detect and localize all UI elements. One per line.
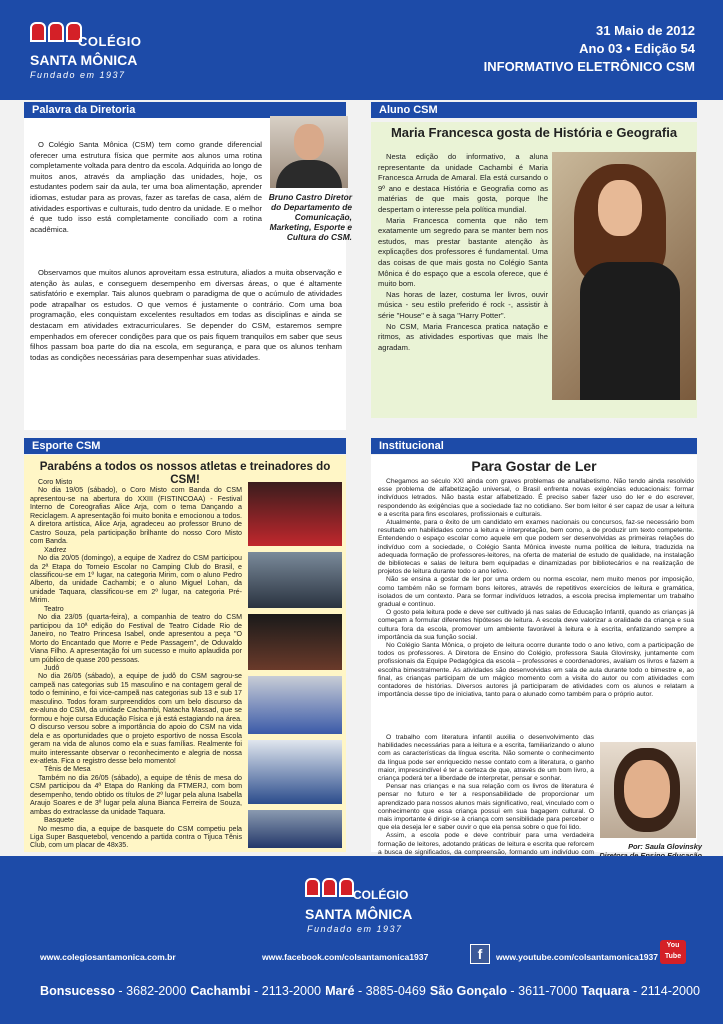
header-info (484, 22, 695, 76)
facebook-icon[interactable]: f (470, 944, 490, 964)
phone-item: São Gonçalo - 3611-7000 (429, 984, 578, 998)
section-title-diretoria: Palavra da Diretoria (24, 102, 346, 118)
unit-phones (40, 984, 700, 998)
esporte-paragraph-coro: No dia 19/05 (sábado), o Coro Misto com Banda do CSM apresentou-se na abertura do XXIII (FISTINCOAA) - Festival Interno de Coreografias Alice Arja, com o tema Dançando a Reciclagem. A apresentação foi muito bonita e emocionou a todos. A diretora artística, Alice Arja, agradeceu ao professor Bruno de Castro Souza, pela participação brilhante do nosso Coro Misto com Banda. (30, 486, 242, 546)
diretoria-paragraph-2: Observamos que muitos alunos aproveitam essa estrutura, aliados a muita observação e atenção às aulas, e conseguem desempenho em diversas áreas, o que é altamente satisfatório e exemplar. Tais alunos quebram o paradigma de que o acúmulo de atividades pode atrapalhar os estudos. O que vemos é justamente o contrário. Com uma boa programação, eles conquistam excelentes resultados em todas as disciplinas e ainda se destacam em atividades extracurriculares. Se depender do CSM, estaremos sempre empenhados em oferecer condições para que os pais fiquem tranquilos em saber que seus filhos passam boa parte do dia na escola, em segurança, e para que os alunos tenham todas as condições necessárias para desempenhar suas atividades. (30, 268, 342, 362)
esporte-heading-coro: Coro Misto (38, 478, 73, 486)
esporte-heading-tenis: Tênis de Mesa (44, 765, 91, 774)
aluno-headline: Maria Francesca gosta de História e Geografia (390, 125, 678, 140)
institucional-paragraph-8: Assim, a escola pode e deve contribuir para uma verdadeira formação de leitores, adotando práticas de leitura e escrita que reforcem a busca de significados, da compreensão, formando um indivíduo com (378, 832, 594, 856)
institucional-text-bottom (378, 734, 594, 873)
publication-title: INFORMATIVO ELETRÔNICO CSM (483, 59, 695, 74)
institucional-paragraph-7: Pensar nas crianças e na sua relação com os livros de literatura é pensar no futuro e ter a responsabilidade de proporcionar um aprendizado para nossos alunos mais significativo, real, vinculado com o conhecimento que essa criança possui em sua bagagem cultural. O mais importante é dirigir-se à criança com sensibilidade para perceber o que ela deseja ler e saber ouvir o que ela pensa sobre o que foi lido. (378, 783, 594, 832)
esporte-paragraph-basquete: No mesmo dia, a equipe de basquete do CSM competiu pela Liga Super Basquetebol, vencendo a partida contra o Tijuca Tênis Club, com um placar de 48x35. (30, 824, 242, 850)
aluno-paragraph-1: Nesta edição do informativo, a aluna representante da unidade Cachambi é Maria Francesca Arruda de Amaral. Ela está cursando o 9º ano e destaca História e Geografia como as matérias de que mais gosta, porque lhe despertam o interesse pela política mundial. (378, 152, 548, 214)
esporte-paragraph-judo: No dia 26/05 (sábado), a equipe de judô do CSM sagrou-se campeã nas categorias sub 15 masculino e na contagem geral de todo o feminino, e foi vice-campeã nas categorias sub 13 e sub 17 masculino. Todos foram surpreendidos com um belo discurso da ex-aluna do CSM, da unidade Cachambi, Natacha Massad, que se formou e hoje cursa Educação Física e já está estagiando na área. O discurso versou sobre a importância do apoio do CSM na vida dela e as oportunidades que o projeto esportivo de nossa Escola geram na vida de alunos como ela e suas famílias. Realmente foi muito interessante observar o reconhecimento e alegria de nossa ex-atleta. Fica o registro desse belo momento! (30, 672, 242, 765)
youtube-icon-text-top: You (666, 942, 680, 949)
footer-logo-emblem-icon (305, 878, 354, 897)
issue-edition: Ano 03 • Edição 54 (579, 41, 695, 56)
footer-logo-santa-monica: SANTA MÔNICA (305, 906, 413, 922)
section-title-institucional: Institucional (371, 438, 697, 454)
institucional-paragraph-3: Não se ensina a gostar de ler por uma ordem ou norma escolar, nem muito menos por imposição, como também não se formam bons leitores, através de repetitivos exercícios de leitura e gramática, isolados de um contexto. Para se formar indivíduos letrados, a escola precisa implementar um trabalho gradual e contínuo. (378, 576, 694, 609)
institucional-headline: Para Gostar de Ler (471, 458, 597, 474)
phone-item: Cachambi - 2113-2000 (190, 984, 322, 998)
esporte-paragraph-xadrez: No dia 20/05 (domingo), a equipe de Xadrez do CSM participou da 2ª Etapa do Torneio Escolar no Camping Club do Brasil, e classificou-se em 1º lugar, na categoria Mirim, com o aluno Pedro Alberto, da unidade Cachambi; e o aluno Miguel Lohan, da unidade Taquara, classificou-se em 2º lugar, na categoria Pré-Mirim. (30, 554, 242, 605)
esporte-paragraph-teatro: No dia 23/05 (quarta-feira), a companhia de teatro do CSM participou da 10ª edição do Festival de Teatro Cidade Rio de Janeiro, no Teatro Princesa Isabel, onde apresentou a peça "O Morto do Encantado que Morre e Pede Passagem", de Oduvaldo Viana Filho. A apresentação foi um sucesso e muito aplaudida por um público de quase 200 pessoas. (30, 613, 242, 664)
header (0, 0, 723, 100)
youtube-link[interactable]: www.youtube.com/colsantamonica1937 (496, 952, 659, 962)
photo-coro-misto (248, 482, 342, 546)
author-photo (600, 742, 696, 838)
logo-tagline: Fundado em 1937 (30, 70, 126, 80)
footer (0, 856, 723, 1024)
photo-xadrez (248, 552, 342, 608)
youtube-icon[interactable] (660, 940, 686, 964)
phone-item: Maré - 3885-0469 (325, 984, 426, 998)
esporte-paragraph-tenis: Também no dia 26/05 (sábado), a equipe de tênis de mesa do CSM participou da 4ª Etapa do Ranking da FTMERJ, com bom desempenho, tendo obtido os títulos de 2º lugar pela aluna Isabella Araujo Soares e de 3º lugar pela aluna Bianca Ferreira de Souza, ambas do extraclasse da unidade Taquara. (30, 773, 242, 816)
institucional-paragraph-6: O trabalho com literatura infantil auxilia o desenvolvimento das habilidades necessárias para a leitura e a escrita, familiarizando o aluno com as características da língua escrita. Não somente o conhecimento da língua pode ser enriquecido nesse contato com a literatura, o ganho maior, imprescindível é ter a certeza de que, através de um bom livro, a criança poderá ter a liberdade de interpretar, pensar e sonhar. (378, 734, 594, 783)
director-caption: Bruno Castro Diretor do Departamento de Comunicação, Marketing, Esporte e Cultura do CSM. (268, 192, 352, 242)
student-photo (552, 152, 696, 400)
esporte-heading-judo: Judô (44, 663, 60, 672)
esporte-headline: Parabéns a todos os nossos atletas e treinadores do CSM! (39, 460, 331, 486)
photo-judo (248, 676, 342, 734)
diretoria-paragraph-1: O Colégio Santa Mônica (CSM) tem como grande diferencial oferecer uma estrutura física que permite aos alunos uma rotina completamente voltada para dentro da escola. Adquirida ao longo de muitos anos, através da ampliação das unidades, hoje, os estudantes podem sair da aula, ter uma boa alimentação, aprender idiomas, estudar para as provas, fazer as tarefas de casa, além de atividades esportivas e culturais, tudo dentro da unidade. E o melhor é que tudo isso está completamente conciliado com a rotina acadêmica. (30, 140, 262, 234)
section-title-aluno: Aluno CSM (371, 102, 697, 118)
phone-item: Bonsucesso - 3682-2000 (40, 984, 187, 998)
aluno-paragraph-4: No CSM, Maria Francesca pratica natação e ritmos, as atividades esportivas que mais lhe agradam. (378, 321, 548, 352)
photo-tenis-de-mesa (248, 740, 342, 804)
issue-date: 31 Maio de 2012 (596, 23, 695, 38)
logo-text-colegio: COLÉGIO (78, 34, 142, 49)
section-title-esporte: Esporte CSM (24, 438, 346, 454)
esporte-heading-xadrez: Xadrez (44, 545, 67, 554)
aluno-text (378, 152, 548, 353)
institucional-paragraph-1: Chegamos ao século XXI ainda com graves problemas de analfabetismo. Não tendo ainda resolvido esse problema de alfabetização universal, o Brasil enfrenta novas exigências educacionais: formar indivíduos letrados. Não basta estar alfabetizado. É preciso saber fazer uso do ler e do escrever, respondendo às exigências que a sociedade faz no cotidiano. Ser bom leitor é ser capaz de usar a leitura e a escrita para fins escolares, profissionais e culturais. (378, 478, 694, 518)
school-logo[interactable] (26, 20, 154, 80)
facebook-link[interactable]: www.facebook.com/colsantamonica1937 (262, 952, 429, 962)
youtube-icon-text-bottom: Tube (664, 953, 682, 960)
logo-text-santa-monica: SANTA MÔNICA (30, 52, 138, 68)
aluno-paragraph-2: Maria Francesca comenta que não tem exatamente um segredo para se manter bem nos estudos, mas prestar bastante atenção às explicações dos professores é fundamental. Uma das coisas de que mais gosta no Colégio Santa Mônica é do espaço que a escola oferece, que é muito bom. (378, 215, 548, 289)
institucional-text-top (378, 478, 694, 699)
institucional-paragraph-2: Atualmente, para o êxito de um candidato em exames nacionais ou concursos, faz-se necessário bom resultado em habilidades como a leitura e interpretação, bem como, a de produzir um texto competente. Entendendo o espaço escolar como aquele em que podem ser desenvolvidas as primeiras relações do indivíduo com a sociedade, o Colégio Santa Mônica investe numa política de leitura, traduzida na adequada formação de professores-leitores, na oferta de material de estudo de qualidade, na instalação de bibliotecas e salas de leitura bem equipadas e dinamizadas por bibliotecários e na realização de projetos de leitura durante todo o ano letivo. (378, 519, 694, 576)
footer-logo-tagline: Fundado em 1937 (307, 924, 403, 934)
phone-item: Taquara - 2114-2000 (581, 984, 700, 998)
photo-teatro (248, 614, 342, 670)
esporte-heading-basquete: Basquete (44, 816, 74, 825)
aluno-paragraph-3: Nas horas de lazer, costuma ler livros, ouvir música - seu estilo preferido é rock -, assistir à série "House" e à saga "Harry Potter". (378, 289, 548, 320)
institucional-paragraph-4: O gosto pela leitura pode e deve ser cultivado já nas salas de Educação Infantil, quando as crianças já começam a formular diferentes hipóteses de leitura. A escola deve valorizar a oralidade da criança e sua cultura fora da escola, promover um ambiente favorável à leitura e à escrita, enfatizando sempre a importância da sua função social. (378, 609, 694, 641)
footer-logo[interactable] (305, 876, 425, 936)
logo-emblem-icon (30, 22, 82, 42)
footer-logo-colegio: COLÉGIO (353, 888, 409, 902)
esporte-heading-teatro: Teatro (44, 604, 64, 613)
photo-basquete (248, 810, 342, 848)
author-name: Por: Saula Glovinsky (628, 842, 702, 851)
institucional-paragraph-5: No Colégio Santa Mônica, o projeto de leitura ocorre durante todo o ano letivo, com a participação de todos os professores. A Diretora de Ensino do Colégio, professora Saula Glovinsky, juntamente com profissionais da Equipe Pedagógica da escola – professores e coordenadores, avaliam os livros e fazem a escolha bimestralmente. As atividades são desenvolvidas em sala de aula durante todo o bimestre e, ao final, as crianças participam de um mágico momento com a visita do autor ou com atividades com contadores de histórias. Diversos autores já participaram de atividades com os alunos e relatam a importância desse tipo de iniciativa, tanto para o alunado como também para o próprio autor. (378, 642, 694, 699)
director-photo (270, 116, 348, 188)
esporte-text (30, 478, 242, 850)
site-link[interactable]: www.colegiosantamonica.com.br (40, 952, 176, 962)
